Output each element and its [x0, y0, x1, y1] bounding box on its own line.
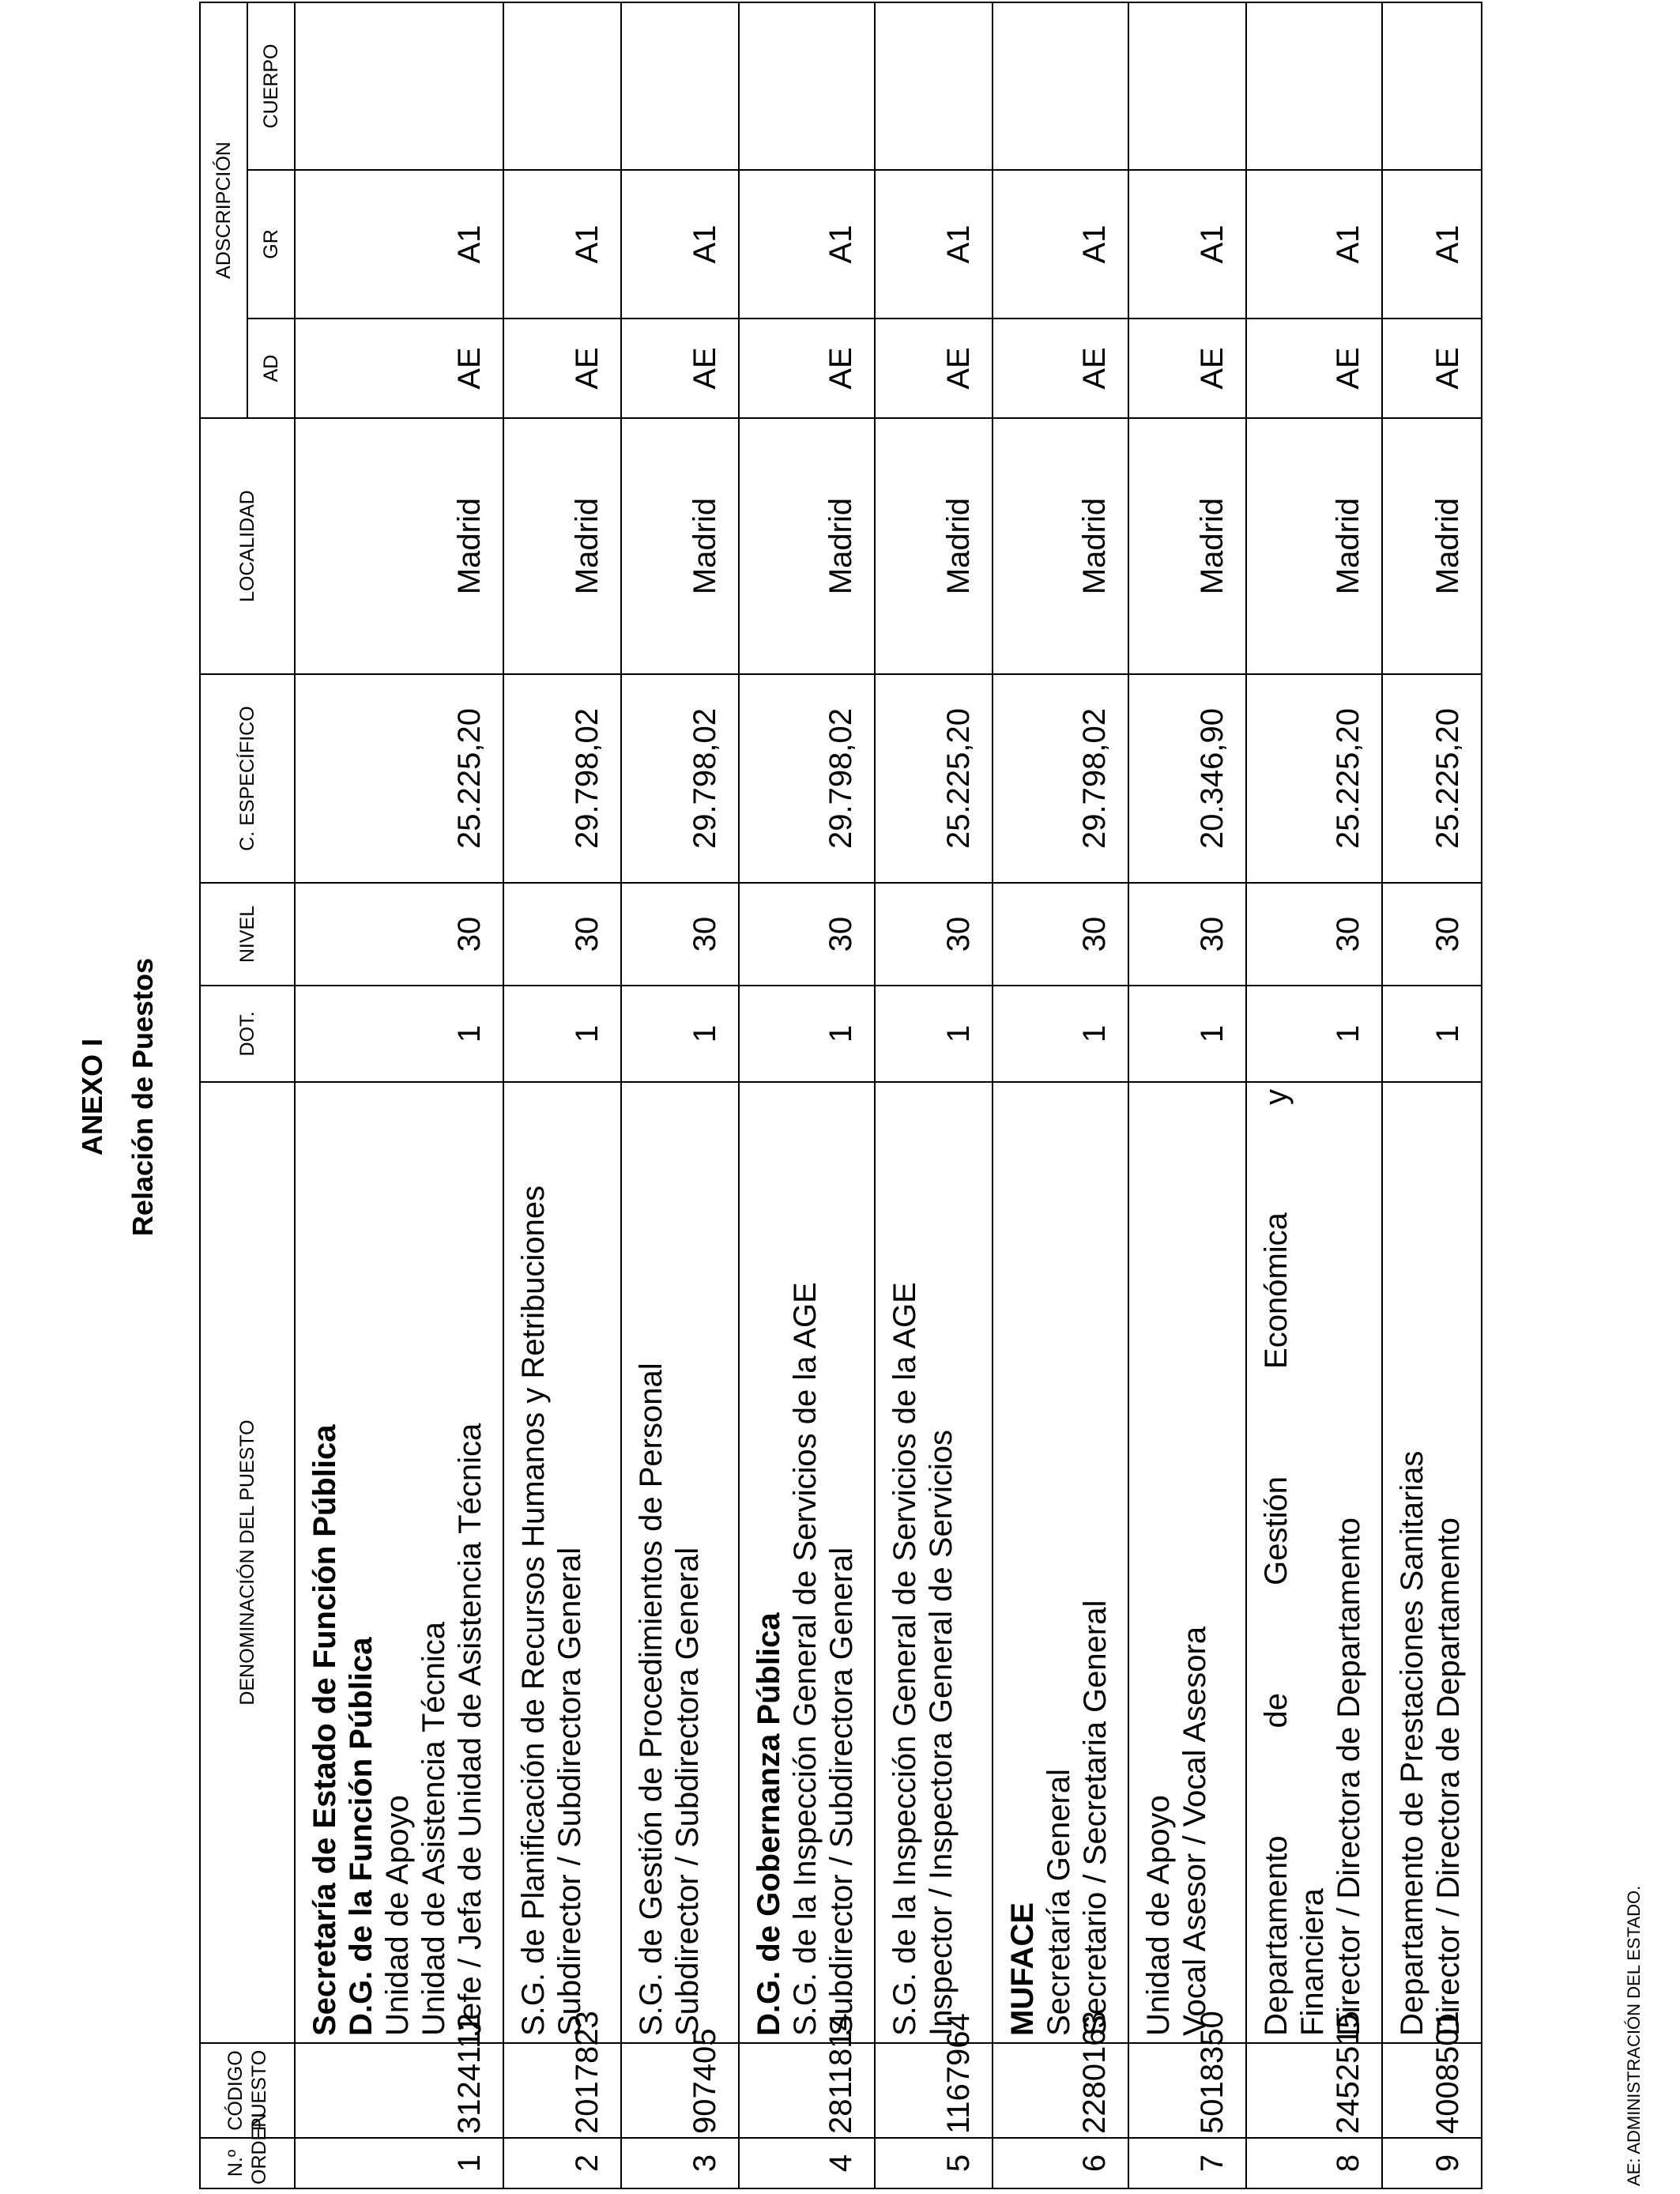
- header-codigo-line1: CÓDIGO: [224, 2050, 247, 2131]
- cell-dot: 1: [295, 986, 503, 1082]
- table-row: [621, 2, 739, 2188]
- denominacion-line: Unidad de Apoyo: [1141, 1795, 1176, 2036]
- denominacion-line: D.G. de Gobernanza Pública: [751, 1612, 786, 2036]
- cell-nivel: 30: [295, 883, 503, 986]
- header-especifico: C. ESPECÍFICO: [200, 674, 295, 883]
- cell-codigo: 907405: [621, 2043, 739, 2138]
- cell-especifico: 25.225,20: [875, 674, 993, 883]
- cell-especifico: 25.225,20: [295, 674, 503, 883]
- cell-ad: AE: [1382, 319, 1482, 418]
- cell-especifico: 25.225,20: [1382, 674, 1482, 883]
- cell-gr: A1: [1382, 170, 1482, 319]
- footnote: AE: ADMINISTRACIÓN DEL ESTADO.: [1624, 1885, 1644, 2186]
- cell-denominacion: [739, 1082, 875, 2043]
- denominacion-line: S.G. de Planificación de Recursos Humanos y Retribuciones: [516, 1185, 551, 2036]
- denominacion-line: S.G. de Gestión de Procedimientos de Personal: [634, 1363, 669, 2036]
- cell-nivel: 30: [1382, 883, 1482, 986]
- cell-denominacion: [503, 1082, 621, 2043]
- denominacion-line: Departamento de Prestaciones Sanitarias: [1395, 1450, 1430, 2036]
- denominacion-line: S.G. de la Inspección General de Servicios de la AGE: [887, 1282, 922, 2036]
- denominacion-line: Secretaría General: [1042, 1769, 1076, 2036]
- cell-orden: 8: [1246, 2138, 1382, 2188]
- denominacion-line: Director / Directora de Departamento: [1332, 1517, 1366, 2036]
- denominacion-line: D.G. de la Función Pública: [344, 1637, 379, 2036]
- cell-nivel: 30: [503, 883, 621, 986]
- cell-cuerpo: [739, 2, 875, 170]
- cell-dot: 1: [621, 986, 739, 1082]
- cell-cuerpo: [1246, 2, 1382, 170]
- denominacion-line: Jefe / Jefa de Unidad de Asistencia Técnica: [453, 1423, 488, 2036]
- cell-dot: 1: [1382, 986, 1482, 1082]
- cell-codigo: 3124112: [295, 2043, 503, 2138]
- cell-localidad: Madrid: [1128, 418, 1246, 674]
- cell-orden: 1: [295, 2138, 503, 2188]
- cell-nivel: 30: [993, 883, 1128, 986]
- table-body: [295, 2, 1482, 2188]
- header-cuerpo: CUERPO: [247, 2, 295, 170]
- denominacion-line: Subdirector / Subdirectora General: [552, 1547, 587, 2036]
- cell-localidad: Madrid: [503, 418, 621, 674]
- cell-localidad: Madrid: [621, 418, 739, 674]
- table-row: [875, 2, 993, 2188]
- header-adscripcion: ADSCRIPCIÓN: [200, 2, 247, 418]
- cell-denominacion: [621, 1082, 739, 2043]
- cell-dot: 1: [503, 986, 621, 1082]
- table-row: [295, 2, 503, 2188]
- cell-codigo: 2280163: [993, 2043, 1128, 2138]
- cell-especifico: 29.798,02: [621, 674, 739, 883]
- cell-codigo: 1167964: [875, 2043, 993, 2138]
- cell-especifico: 29.798,02: [993, 674, 1128, 883]
- cell-gr: A1: [739, 170, 875, 319]
- cell-denominacion: [1128, 1082, 1246, 2043]
- cell-dot: 1: [993, 986, 1128, 1082]
- cell-especifico: 20.346,90: [1128, 674, 1246, 883]
- cell-codigo: 5018350: [1128, 2043, 1246, 2138]
- cell-ad: AE: [1128, 319, 1246, 418]
- cell-gr: A1: [993, 170, 1128, 319]
- document-title: ANEXO I: [76, 1038, 108, 1156]
- cell-localidad: Madrid: [739, 418, 875, 674]
- denominacion-line: MUFACE: [1005, 1902, 1040, 2036]
- positions-table: [199, 2, 1482, 2189]
- cell-gr: A1: [295, 170, 503, 319]
- cell-cuerpo: [993, 2, 1128, 170]
- cell-orden: 5: [875, 2138, 993, 2188]
- cell-gr: A1: [1128, 170, 1246, 319]
- cell-dot: 1: [875, 986, 993, 1082]
- header-denominacion: DENOMINACIÓN DEL PUESTO: [200, 1082, 295, 2043]
- cell-cuerpo: [1382, 2, 1482, 170]
- denominacion-line: Unidad de Apoyo: [380, 1795, 415, 2036]
- cell-cuerpo: [503, 2, 621, 170]
- cell-cuerpo: [621, 2, 739, 170]
- table-row: [1382, 2, 1482, 2188]
- header-ad: AD: [247, 319, 295, 418]
- cell-codigo: 2017823: [503, 2043, 621, 2138]
- cell-codigo: 2811814: [739, 2043, 875, 2138]
- cell-denominacion: [295, 1082, 503, 2043]
- cell-cuerpo: [1128, 2, 1246, 170]
- header-orden: N.º ORDEN: [200, 2138, 295, 2188]
- cell-orden: 2: [503, 2138, 621, 2188]
- cell-nivel: 30: [621, 883, 739, 986]
- cell-especifico: 25.225,20: [1246, 674, 1382, 883]
- denominacion-line: Inspector / Inspectora General de Servicios: [924, 1429, 959, 2036]
- cell-gr: A1: [503, 170, 621, 319]
- cell-denominacion: [1246, 1082, 1382, 2043]
- cell-codigo: 4008501: [1382, 2043, 1482, 2138]
- cell-orden: 7: [1128, 2138, 1246, 2188]
- denominacion-word: Gestión: [1259, 1476, 1294, 1585]
- denominacion-line: [1258, 1089, 1294, 2036]
- cell-ad: AE: [503, 319, 621, 418]
- table-header: [200, 2, 295, 2188]
- denominacion-line: S.G. de la Inspección General de Servicios de la AGE: [788, 1282, 823, 2036]
- cell-nivel: 30: [1128, 883, 1246, 986]
- header-localidad: LOCALIDAD: [200, 418, 295, 674]
- denominacion-word: de: [1259, 1692, 1294, 1728]
- cell-ad: AE: [621, 319, 739, 418]
- cell-denominacion: [1382, 1082, 1482, 2043]
- header-dot: DOT.: [200, 986, 295, 1082]
- cell-orden: 9: [1382, 2138, 1482, 2188]
- denominacion-line: Subdirector / Subdirectora General: [670, 1547, 705, 2036]
- header-codigo: [200, 2043, 295, 2138]
- denominacion-word: y: [1259, 1089, 1294, 1106]
- cell-gr: A1: [621, 170, 739, 319]
- cell-ad: AE: [993, 319, 1128, 418]
- cell-localidad: Madrid: [1382, 418, 1482, 674]
- cell-localidad: Madrid: [295, 418, 503, 674]
- header-gr: GR: [247, 170, 295, 319]
- denominacion-line: Unidad de Asistencia Técnica: [416, 1621, 451, 2036]
- cell-ad: AE: [875, 319, 993, 418]
- cell-gr: A1: [1246, 170, 1382, 319]
- cell-orden: 6: [993, 2138, 1128, 2188]
- cell-ad: AE: [1246, 319, 1382, 418]
- denominacion-line: Subdirector / Subdirectora General: [824, 1547, 859, 2036]
- denominacion-word: Departamento: [1259, 1835, 1294, 2036]
- cell-orden: 3: [621, 2138, 739, 2188]
- denominacion-line: Financiera: [1295, 1888, 1330, 2036]
- cell-localidad: Madrid: [875, 418, 993, 674]
- denominacion-line: Vocal Asesor / Vocal Asesora: [1177, 1626, 1212, 2036]
- cell-cuerpo: [295, 2, 503, 170]
- denominacion-line: Secretaría de Estado de Función Pública: [307, 1424, 342, 2036]
- cell-nivel: 30: [739, 883, 875, 986]
- cell-gr: A1: [875, 170, 993, 319]
- denominacion-word: Económica: [1259, 1212, 1294, 1369]
- table-row: [1246, 2, 1382, 2188]
- cell-denominacion: [993, 1082, 1128, 2043]
- cell-nivel: 30: [875, 883, 993, 986]
- table-row: [503, 2, 621, 2188]
- table-row: [1128, 2, 1246, 2188]
- cell-dot: 1: [1128, 986, 1246, 1082]
- cell-ad: AE: [295, 319, 503, 418]
- denominacion-line: Director / Directora de Departamento: [1431, 1517, 1466, 2036]
- cell-localidad: Madrid: [1246, 418, 1382, 674]
- cell-dot: 1: [739, 986, 875, 1082]
- cell-especifico: 29.798,02: [739, 674, 875, 883]
- cell-nivel: 30: [1246, 883, 1382, 986]
- cell-codigo: 2452515: [1246, 2043, 1382, 2138]
- denominacion-line: Secretario / Secretaria General: [1078, 1600, 1113, 2036]
- table-row: [739, 2, 875, 2188]
- table-row: [993, 2, 1128, 2188]
- cell-especifico: 29.798,02: [503, 674, 621, 883]
- cell-dot: 1: [1246, 986, 1382, 1082]
- cell-cuerpo: [875, 2, 993, 170]
- cell-denominacion: [875, 1082, 993, 2043]
- document-subtitle: Relación de Puestos: [126, 957, 159, 1237]
- cell-orden: 4: [739, 2138, 875, 2188]
- cell-localidad: Madrid: [993, 418, 1128, 674]
- cell-ad: AE: [739, 319, 875, 418]
- header-codigo-line2: PUESTO: [248, 2049, 270, 2132]
- header-nivel: NIVEL: [200, 883, 295, 986]
